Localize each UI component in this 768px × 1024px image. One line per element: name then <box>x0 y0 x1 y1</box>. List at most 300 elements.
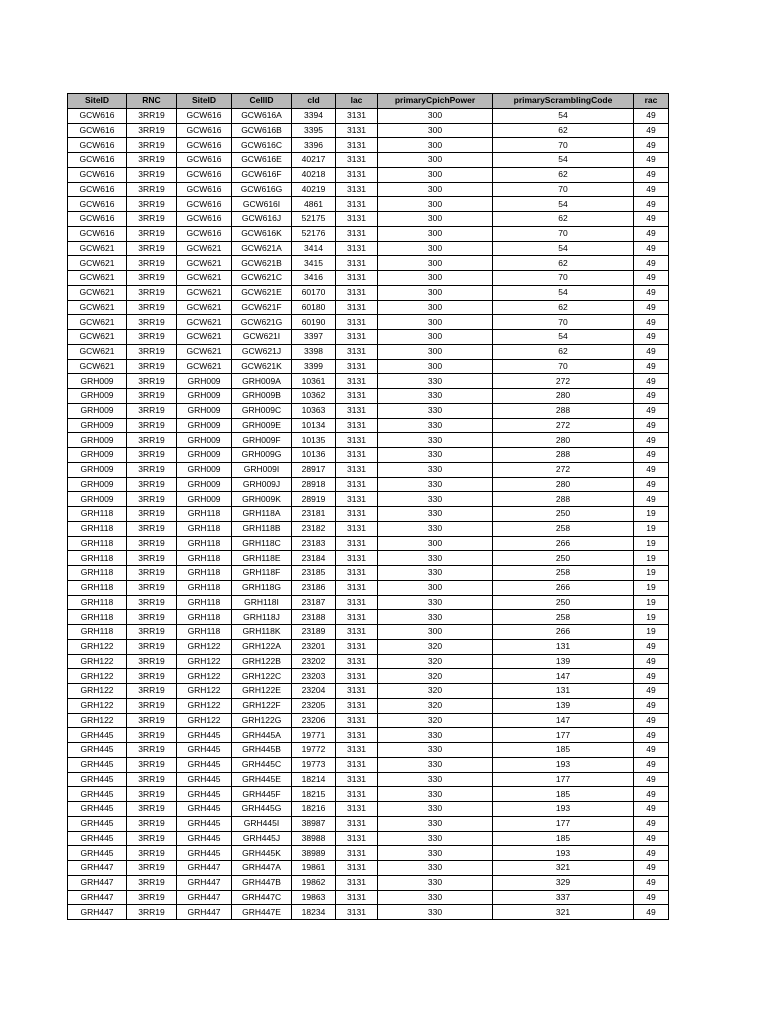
site-id-2-cell: GRH009 <box>177 374 232 389</box>
scrambling-code-cell: 250 <box>493 551 634 566</box>
site-id-cell: GCW621 <box>68 271 127 286</box>
site-id-2-cell: GRH118 <box>177 580 232 595</box>
header-siteid: SiteID <box>68 94 127 109</box>
rac-cell: 19 <box>634 551 669 566</box>
scrambling-code-cell: 272 <box>493 374 634 389</box>
rnc-cell: 3RR19 <box>127 610 177 625</box>
cell-id-cell: GCW621G <box>232 315 292 330</box>
site-id-2-cell: GRH447 <box>177 861 232 876</box>
cell-id-cell: GRH447E <box>232 905 292 920</box>
cpich-power-cell: 300 <box>378 167 493 182</box>
site-id-2-cell: GRH118 <box>177 521 232 536</box>
lac-cell: 3131 <box>336 802 378 817</box>
table-row <box>68 772 669 787</box>
table-row <box>68 654 669 669</box>
site-id-cell: GCW616 <box>68 153 127 168</box>
rnc-cell: 3RR19 <box>127 816 177 831</box>
cid-cell: 23206 <box>292 713 336 728</box>
scrambling-code-cell: 185 <box>493 787 634 802</box>
cell-id-cell: GRH445J <box>232 831 292 846</box>
cpich-power-cell: 300 <box>378 330 493 345</box>
table-row <box>68 580 669 595</box>
lac-cell: 3131 <box>336 728 378 743</box>
cell-id-cell: GCW616B <box>232 123 292 138</box>
cid-cell: 23204 <box>292 684 336 699</box>
scrambling-code-cell: 266 <box>493 625 634 640</box>
rac-cell: 49 <box>634 271 669 286</box>
lac-cell: 3131 <box>336 595 378 610</box>
site-id-2-cell: GCW621 <box>177 271 232 286</box>
site-id-2-cell: GRH118 <box>177 536 232 551</box>
site-id-2-cell: GRH009 <box>177 462 232 477</box>
rac-cell: 19 <box>634 610 669 625</box>
table-row <box>68 433 669 448</box>
table-row <box>68 344 669 359</box>
rac-cell: 49 <box>634 743 669 758</box>
scrambling-code-cell: 177 <box>493 816 634 831</box>
rac-cell: 49 <box>634 477 669 492</box>
site-id-2-cell: GRH009 <box>177 477 232 492</box>
site-id-2-cell: GRH447 <box>177 905 232 920</box>
lac-cell: 3131 <box>336 108 378 123</box>
site-id-cell: GCW616 <box>68 226 127 241</box>
lac-cell: 3131 <box>336 330 378 345</box>
scrambling-code-cell: 280 <box>493 389 634 404</box>
rac-cell: 49 <box>634 167 669 182</box>
rac-cell: 49 <box>634 182 669 197</box>
site-id-cell: GRH122 <box>68 639 127 654</box>
header-lac: lac <box>336 94 378 109</box>
site-id-2-cell: GRH118 <box>177 625 232 640</box>
table-row <box>68 816 669 831</box>
rnc-cell: 3RR19 <box>127 256 177 271</box>
scrambling-code-cell: 177 <box>493 728 634 743</box>
cpich-power-cell: 300 <box>378 123 493 138</box>
cell-id-cell: GRH009K <box>232 492 292 507</box>
site-id-2-cell: GRH122 <box>177 713 232 728</box>
table-row <box>68 610 669 625</box>
rnc-cell: 3RR19 <box>127 684 177 699</box>
site-id-cell: GRH118 <box>68 521 127 536</box>
site-id-cell: GRH445 <box>68 816 127 831</box>
site-id-2-cell: GRH445 <box>177 772 232 787</box>
cpich-power-cell: 330 <box>378 757 493 772</box>
scrambling-code-cell: 258 <box>493 566 634 581</box>
cpich-power-cell: 330 <box>378 477 493 492</box>
site-id-2-cell: GRH009 <box>177 418 232 433</box>
cpich-power-cell: 300 <box>378 271 493 286</box>
scrambling-code-cell: 272 <box>493 418 634 433</box>
site-id-2-cell: GRH445 <box>177 787 232 802</box>
rnc-cell: 3RR19 <box>127 713 177 728</box>
rac-cell: 49 <box>634 772 669 787</box>
table-row <box>68 330 669 345</box>
rac-cell: 49 <box>634 713 669 728</box>
scrambling-code-cell: 337 <box>493 890 634 905</box>
cid-cell: 19773 <box>292 757 336 772</box>
site-id-2-cell: GRH009 <box>177 448 232 463</box>
lac-cell: 3131 <box>336 271 378 286</box>
cpich-power-cell: 320 <box>378 654 493 669</box>
site-id-cell: GCW621 <box>68 285 127 300</box>
table-row <box>68 418 669 433</box>
rac-cell: 49 <box>634 890 669 905</box>
rnc-cell: 3RR19 <box>127 123 177 138</box>
rac-cell: 49 <box>634 846 669 861</box>
cell-id-cell: GCW621C <box>232 271 292 286</box>
scrambling-code-cell: 54 <box>493 330 634 345</box>
rac-cell: 49 <box>634 153 669 168</box>
cell-id-cell: GRH118A <box>232 507 292 522</box>
scrambling-code-cell: 321 <box>493 861 634 876</box>
cid-cell: 19771 <box>292 728 336 743</box>
table-row <box>68 167 669 182</box>
site-id-2-cell: GRH009 <box>177 389 232 404</box>
site-id-2-cell: GRH445 <box>177 802 232 817</box>
rnc-cell: 3RR19 <box>127 285 177 300</box>
site-id-2-cell: GRH009 <box>177 403 232 418</box>
table-row <box>68 153 669 168</box>
cell-id-cell: GRH445B <box>232 743 292 758</box>
site-id-cell: GRH009 <box>68 389 127 404</box>
lac-cell: 3131 <box>336 861 378 876</box>
scrambling-code-cell: 54 <box>493 241 634 256</box>
rnc-cell: 3RR19 <box>127 831 177 846</box>
lac-cell: 3131 <box>336 403 378 418</box>
cpich-power-cell: 330 <box>378 890 493 905</box>
cid-cell: 40217 <box>292 153 336 168</box>
cid-cell: 23202 <box>292 654 336 669</box>
scrambling-code-cell: 288 <box>493 448 634 463</box>
cid-cell: 23189 <box>292 625 336 640</box>
site-id-cell: GRH445 <box>68 743 127 758</box>
cid-cell: 10136 <box>292 448 336 463</box>
table-row <box>68 743 669 758</box>
lac-cell: 3131 <box>336 389 378 404</box>
rnc-cell: 3RR19 <box>127 315 177 330</box>
scrambling-code-cell: 139 <box>493 654 634 669</box>
cell-id-cell: GCW616K <box>232 226 292 241</box>
scrambling-code-cell: 54 <box>493 153 634 168</box>
cid-cell: 28918 <box>292 477 336 492</box>
cell-id-cell: GRH118F <box>232 566 292 581</box>
table-row <box>68 890 669 905</box>
site-id-cell: GRH118 <box>68 595 127 610</box>
rac-cell: 49 <box>634 226 669 241</box>
site-id-cell: GRH009 <box>68 403 127 418</box>
rnc-cell: 3RR19 <box>127 153 177 168</box>
table-row <box>68 389 669 404</box>
site-id-cell: GRH118 <box>68 610 127 625</box>
site-id-cell: GRH009 <box>68 448 127 463</box>
scrambling-code-cell: 288 <box>493 492 634 507</box>
lac-cell: 3131 <box>336 521 378 536</box>
rac-cell: 49 <box>634 433 669 448</box>
cell-id-cell: GRH447C <box>232 890 292 905</box>
table-row <box>68 698 669 713</box>
rac-cell: 49 <box>634 403 669 418</box>
cid-cell: 3415 <box>292 256 336 271</box>
scrambling-code-cell: 62 <box>493 167 634 182</box>
site-id-2-cell: GRH122 <box>177 698 232 713</box>
cell-id-cell: GRH118B <box>232 521 292 536</box>
lac-cell: 3131 <box>336 359 378 374</box>
header-cellid: CellID <box>232 94 292 109</box>
scrambling-code-cell: 62 <box>493 300 634 315</box>
scrambling-code-cell: 147 <box>493 669 634 684</box>
cpich-power-cell: 300 <box>378 625 493 640</box>
rac-cell: 49 <box>634 639 669 654</box>
scrambling-code-cell: 193 <box>493 802 634 817</box>
site-id-2-cell: GCW621 <box>177 300 232 315</box>
rnc-cell: 3RR19 <box>127 521 177 536</box>
rac-cell: 49 <box>634 757 669 772</box>
cell-id-cell: GCW616E <box>232 153 292 168</box>
scrambling-code-cell: 70 <box>493 359 634 374</box>
scrambling-code-cell: 139 <box>493 698 634 713</box>
site-id-cell: GCW621 <box>68 359 127 374</box>
scrambling-code-cell: 70 <box>493 226 634 241</box>
lac-cell: 3131 <box>336 123 378 138</box>
cell-id-cell: GRH118G <box>232 580 292 595</box>
scrambling-code-cell: 62 <box>493 212 634 227</box>
table-row <box>68 757 669 772</box>
scrambling-code-cell: 70 <box>493 315 634 330</box>
lac-cell: 3131 <box>336 536 378 551</box>
cid-cell: 4861 <box>292 197 336 212</box>
site-id-2-cell: GRH445 <box>177 831 232 846</box>
cell-id-cell: GRH009C <box>232 403 292 418</box>
site-id-cell: GCW621 <box>68 344 127 359</box>
scrambling-code-cell: 266 <box>493 536 634 551</box>
scrambling-code-cell: 54 <box>493 197 634 212</box>
cid-cell: 40219 <box>292 182 336 197</box>
rac-cell: 49 <box>634 123 669 138</box>
cid-cell: 38987 <box>292 816 336 831</box>
rac-cell: 49 <box>634 448 669 463</box>
lac-cell: 3131 <box>336 787 378 802</box>
cid-cell: 19861 <box>292 861 336 876</box>
cpich-power-cell: 300 <box>378 256 493 271</box>
table-row <box>68 477 669 492</box>
cpich-power-cell: 330 <box>378 831 493 846</box>
scrambling-code-cell: 70 <box>493 182 634 197</box>
rnc-cell: 3RR19 <box>127 389 177 404</box>
site-id-cell: GCW616 <box>68 108 127 123</box>
rac-cell: 49 <box>634 905 669 920</box>
cell-id-cell: GCW621J <box>232 344 292 359</box>
rac-cell: 49 <box>634 462 669 477</box>
cell-id-cell: GCW621K <box>232 359 292 374</box>
scrambling-code-cell: 131 <box>493 684 634 699</box>
rac-cell: 49 <box>634 816 669 831</box>
cid-cell: 38989 <box>292 846 336 861</box>
rnc-cell: 3RR19 <box>127 182 177 197</box>
rac-cell: 49 <box>634 108 669 123</box>
lac-cell: 3131 <box>336 875 378 890</box>
lac-cell: 3131 <box>336 610 378 625</box>
rnc-cell: 3RR19 <box>127 492 177 507</box>
table-row <box>68 905 669 920</box>
rac-cell: 49 <box>634 389 669 404</box>
cpich-power-cell: 330 <box>378 802 493 817</box>
cell-id-cell: GCW616I <box>232 197 292 212</box>
lac-cell: 3131 <box>336 226 378 241</box>
lac-cell: 3131 <box>336 743 378 758</box>
table-row <box>68 802 669 817</box>
rnc-cell: 3RR19 <box>127 167 177 182</box>
lac-cell: 3131 <box>336 374 378 389</box>
scrambling-code-cell: 250 <box>493 595 634 610</box>
rnc-cell: 3RR19 <box>127 374 177 389</box>
cell-id-cell: GRH445K <box>232 846 292 861</box>
lac-cell: 3131 <box>336 639 378 654</box>
site-id-2-cell: GCW616 <box>177 167 232 182</box>
cell-id-cell: GCW616G <box>232 182 292 197</box>
cid-cell: 23186 <box>292 580 336 595</box>
cid-cell: 3397 <box>292 330 336 345</box>
rnc-cell: 3RR19 <box>127 846 177 861</box>
site-id-2-cell: GCW616 <box>177 138 232 153</box>
rac-cell: 49 <box>634 359 669 374</box>
rnc-cell: 3RR19 <box>127 890 177 905</box>
site-id-cell: GRH118 <box>68 507 127 522</box>
site-id-cell: GCW621 <box>68 256 127 271</box>
cell-id-cell: GRH122A <box>232 639 292 654</box>
cid-cell: 52175 <box>292 212 336 227</box>
site-id-cell: GCW616 <box>68 197 127 212</box>
site-id-2-cell: GCW621 <box>177 285 232 300</box>
site-id-cell: GRH009 <box>68 433 127 448</box>
rnc-cell: 3RR19 <box>127 433 177 448</box>
rnc-cell: 3RR19 <box>127 905 177 920</box>
rnc-cell: 3RR19 <box>127 566 177 581</box>
lac-cell: 3131 <box>336 153 378 168</box>
scrambling-code-cell: 54 <box>493 108 634 123</box>
site-id-2-cell: GRH122 <box>177 684 232 699</box>
table-row <box>68 551 669 566</box>
scrambling-code-cell: 321 <box>493 905 634 920</box>
cid-cell: 38988 <box>292 831 336 846</box>
rnc-cell: 3RR19 <box>127 728 177 743</box>
rnc-cell: 3RR19 <box>127 772 177 787</box>
cell-id-cell: GCW621F <box>232 300 292 315</box>
cid-cell: 3416 <box>292 271 336 286</box>
cpich-power-cell: 330 <box>378 816 493 831</box>
site-id-cell: GRH447 <box>68 875 127 890</box>
rac-cell: 19 <box>634 507 669 522</box>
cid-cell: 28917 <box>292 462 336 477</box>
cid-cell: 19862 <box>292 875 336 890</box>
cid-cell: 23182 <box>292 521 336 536</box>
site-id-cell: GRH447 <box>68 890 127 905</box>
site-id-2-cell: GRH118 <box>177 507 232 522</box>
site-id-2-cell: GRH118 <box>177 551 232 566</box>
cpich-power-cell: 330 <box>378 743 493 758</box>
lac-cell: 3131 <box>336 167 378 182</box>
cid-cell: 18216 <box>292 802 336 817</box>
site-id-cell: GRH445 <box>68 772 127 787</box>
rnc-cell: 3RR19 <box>127 787 177 802</box>
rnc-cell: 3RR19 <box>127 875 177 890</box>
rnc-cell: 3RR19 <box>127 403 177 418</box>
rac-cell: 49 <box>634 698 669 713</box>
cid-cell: 23205 <box>292 698 336 713</box>
rac-cell: 49 <box>634 330 669 345</box>
cpich-power-cell: 330 <box>378 595 493 610</box>
site-id-cell: GCW621 <box>68 330 127 345</box>
rnc-cell: 3RR19 <box>127 448 177 463</box>
scrambling-code-cell: 147 <box>493 713 634 728</box>
site-id-cell: GRH445 <box>68 846 127 861</box>
cell-id-cell: GCW621I <box>232 330 292 345</box>
lac-cell: 3131 <box>336 507 378 522</box>
cell-id-cell: GCW616C <box>232 138 292 153</box>
site-id-cell: GRH118 <box>68 536 127 551</box>
rac-cell: 49 <box>634 256 669 271</box>
table-row <box>68 374 669 389</box>
cpich-power-cell: 330 <box>378 521 493 536</box>
table-row <box>68 108 669 123</box>
table-row <box>68 713 669 728</box>
site-id-2-cell: GRH445 <box>177 816 232 831</box>
table-row <box>68 684 669 699</box>
rac-cell: 49 <box>634 315 669 330</box>
lac-cell: 3131 <box>336 684 378 699</box>
cpich-power-cell: 330 <box>378 728 493 743</box>
cell-id-cell: GRH118C <box>232 536 292 551</box>
cell-id-cell: GRH009E <box>232 418 292 433</box>
cpich-power-cell: 300 <box>378 138 493 153</box>
rnc-cell: 3RR19 <box>127 241 177 256</box>
cpich-power-cell: 300 <box>378 226 493 241</box>
site-id-cell: GRH118 <box>68 566 127 581</box>
site-id-2-cell: GRH445 <box>177 728 232 743</box>
cell-id-cell: GCW621E <box>232 285 292 300</box>
cell-id-cell: GCW616A <box>232 108 292 123</box>
scrambling-code-cell: 280 <box>493 433 634 448</box>
rac-cell: 49 <box>634 787 669 802</box>
lac-cell: 3131 <box>336 477 378 492</box>
rnc-cell: 3RR19 <box>127 861 177 876</box>
site-id-cell: GRH445 <box>68 831 127 846</box>
table-row <box>68 462 669 477</box>
lac-cell: 3131 <box>336 448 378 463</box>
cell-id-cell: GRH122F <box>232 698 292 713</box>
cid-cell: 23184 <box>292 551 336 566</box>
scrambling-code-cell: 329 <box>493 875 634 890</box>
scrambling-code-cell: 185 <box>493 831 634 846</box>
site-id-2-cell: GCW616 <box>177 197 232 212</box>
cpich-power-cell: 330 <box>378 433 493 448</box>
lac-cell: 3131 <box>336 846 378 861</box>
site-id-cell: GRH447 <box>68 905 127 920</box>
scrambling-code-cell: 272 <box>493 462 634 477</box>
cid-cell: 10363 <box>292 403 336 418</box>
cid-cell: 18234 <box>292 905 336 920</box>
rac-cell: 49 <box>634 197 669 212</box>
cpich-power-cell: 300 <box>378 212 493 227</box>
rnc-cell: 3RR19 <box>127 757 177 772</box>
site-id-2-cell: GCW616 <box>177 123 232 138</box>
cell-id-cell: GRH009J <box>232 477 292 492</box>
site-id-cell: GCW621 <box>68 315 127 330</box>
site-id-2-cell: GRH118 <box>177 566 232 581</box>
site-id-2-cell: GRH122 <box>177 639 232 654</box>
cell-id-cell: GRH122C <box>232 669 292 684</box>
cpich-power-cell: 300 <box>378 241 493 256</box>
cpich-power-cell: 330 <box>378 905 493 920</box>
